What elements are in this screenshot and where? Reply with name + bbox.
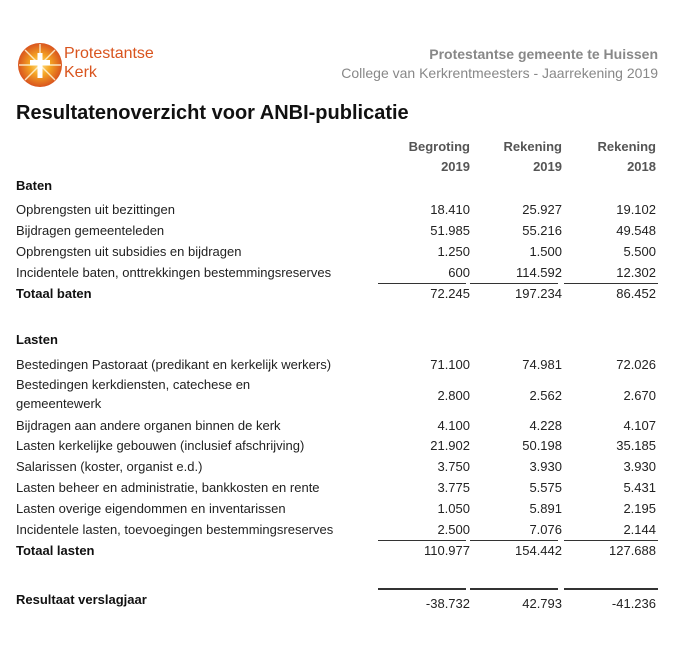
column-header-line-2: 2019: [533, 159, 562, 174]
value-begroting-2019: 21.902: [430, 438, 470, 453]
column-header-line-1: Begroting: [408, 139, 470, 154]
organization-header: [341, 44, 658, 83]
value-rekening-2019: 50.198: [522, 438, 562, 453]
brand-line-1: Protestantse: [64, 45, 154, 62]
value-begroting-2019: 1.050: [437, 501, 470, 516]
result-rule: [564, 588, 658, 590]
value-rekening-2018: 5.500: [623, 244, 656, 259]
row-label: Resultaat verslagjaar: [16, 592, 147, 607]
row-label: Bestedingen kerkdiensten, catechese en gemeentewerk: [16, 377, 251, 411]
brand-name: [64, 44, 154, 82]
column-header-line-2: 2018: [627, 159, 656, 174]
value-rekening-2018: 2.144: [623, 522, 656, 537]
result-rule: [378, 588, 466, 590]
value-begroting-2019: 72.245: [430, 286, 470, 301]
brand-line-2: Kerk: [64, 64, 97, 81]
value-rekening-2018: 49.548: [616, 223, 656, 238]
value-rekening-2018: 2.195: [623, 501, 656, 516]
row-label: Bijdragen gemeenteleden: [16, 223, 165, 238]
value-rekening-2018: 127.688: [609, 543, 656, 558]
organization-name: Protestantse gemeente te Huissen: [429, 46, 658, 62]
value-begroting-2019: -38.732: [425, 596, 470, 611]
value-begroting-2019: 2.800: [437, 388, 470, 403]
page-title: Resultatenoverzicht voor ANBI-publicatie: [16, 102, 409, 124]
row-label: Bijdragen aan andere organen binnen de kerk: [16, 418, 281, 433]
value-rekening-2019: 42.793: [522, 596, 562, 611]
value-rekening-2018: 3.930: [623, 459, 656, 474]
value-rekening-2019: 1.500: [529, 244, 562, 259]
row-label: Opbrengsten uit bezittingen: [16, 202, 175, 217]
row-label: Totaal lasten: [16, 543, 95, 558]
value-begroting-2019: 51.985: [430, 223, 470, 238]
value-begroting-2019: 71.100: [430, 357, 470, 372]
value-rekening-2018: 35.185: [616, 438, 656, 453]
result-rule: [470, 588, 558, 590]
value-rekening-2019: 74.981: [522, 357, 562, 372]
row-label: Incidentele lasten, toevoegingen bestemmingsreserves: [16, 522, 334, 537]
value-rekening-2018: 4.107: [623, 418, 656, 433]
value-rekening-2018: 2.670: [623, 388, 656, 403]
value-rekening-2019: 7.076: [529, 522, 562, 537]
value-rekening-2019: 2.562: [529, 388, 562, 403]
value-rekening-2018: 72.026: [616, 357, 656, 372]
row-label: Lasten overige eigendommen en inventarissen: [16, 501, 286, 516]
value-rekening-2018: -41.236: [611, 596, 656, 611]
value-rekening-2018: 19.102: [616, 202, 656, 217]
column-header-rekening-2018: [564, 137, 656, 177]
value-begroting-2019: 600: [448, 265, 470, 280]
value-rekening-2018: 12.302: [616, 265, 656, 280]
protestantse-kerk-logo: [16, 41, 64, 89]
value-rekening-2018: 86.452: [616, 286, 656, 301]
value-begroting-2019: 18.410: [430, 202, 470, 217]
row-label: Totaal baten: [16, 286, 92, 301]
value-begroting-2019: 3.750: [437, 459, 470, 474]
row-label: Opbrengsten uit subsidies en bijdragen: [16, 244, 242, 259]
row-label: Salarissen (koster, organist e.d.): [16, 459, 203, 474]
value-rekening-2019: 55.216: [522, 223, 562, 238]
value-begroting-2019: 1.250: [437, 244, 470, 259]
row-label: Bestedingen Pastoraat (predikant en kerkelijk werkers): [16, 357, 332, 372]
value-begroting-2019: 110.977: [423, 543, 470, 558]
row-label: Incidentele baten, onttrekkingen bestemmingsreserves: [16, 265, 332, 280]
value-rekening-2018: 5.431: [623, 480, 656, 495]
organization-subtitle: College van Kerkrentmeesters - Jaarrekening 2019: [341, 65, 658, 81]
value-rekening-2019: 5.891: [529, 501, 562, 516]
value-rekening-2019: 3.930: [529, 459, 562, 474]
value-rekening-2019: 25.927: [522, 202, 562, 217]
value-begroting-2019: 4.100: [437, 418, 470, 433]
value-begroting-2019: 2.500: [437, 522, 470, 537]
column-header-line-1: Rekening: [597, 139, 656, 154]
value-rekening-2019: 197.234: [515, 286, 562, 301]
value-rekening-2019: 4.228: [529, 418, 562, 433]
column-header-line-2: 2019: [441, 159, 470, 174]
value-rekening-2019: 154.442: [515, 543, 562, 558]
section-heading-baten: Baten: [16, 178, 53, 193]
row-label: Lasten kerkelijke gebouwen (inclusief afschrijving): [16, 438, 305, 453]
column-header-line-1: Rekening: [503, 139, 562, 154]
value-rekening-2019: 114.592: [515, 265, 562, 280]
value-rekening-2019: 5.575: [529, 480, 562, 495]
section-heading-lasten: Lasten: [16, 332, 58, 347]
column-header-begroting-2019: [378, 137, 470, 177]
column-header-rekening-2019: [470, 137, 562, 177]
row-label: Lasten beheer en administratie, bankkosten en rente: [16, 480, 320, 495]
value-begroting-2019: 3.775: [437, 480, 470, 495]
